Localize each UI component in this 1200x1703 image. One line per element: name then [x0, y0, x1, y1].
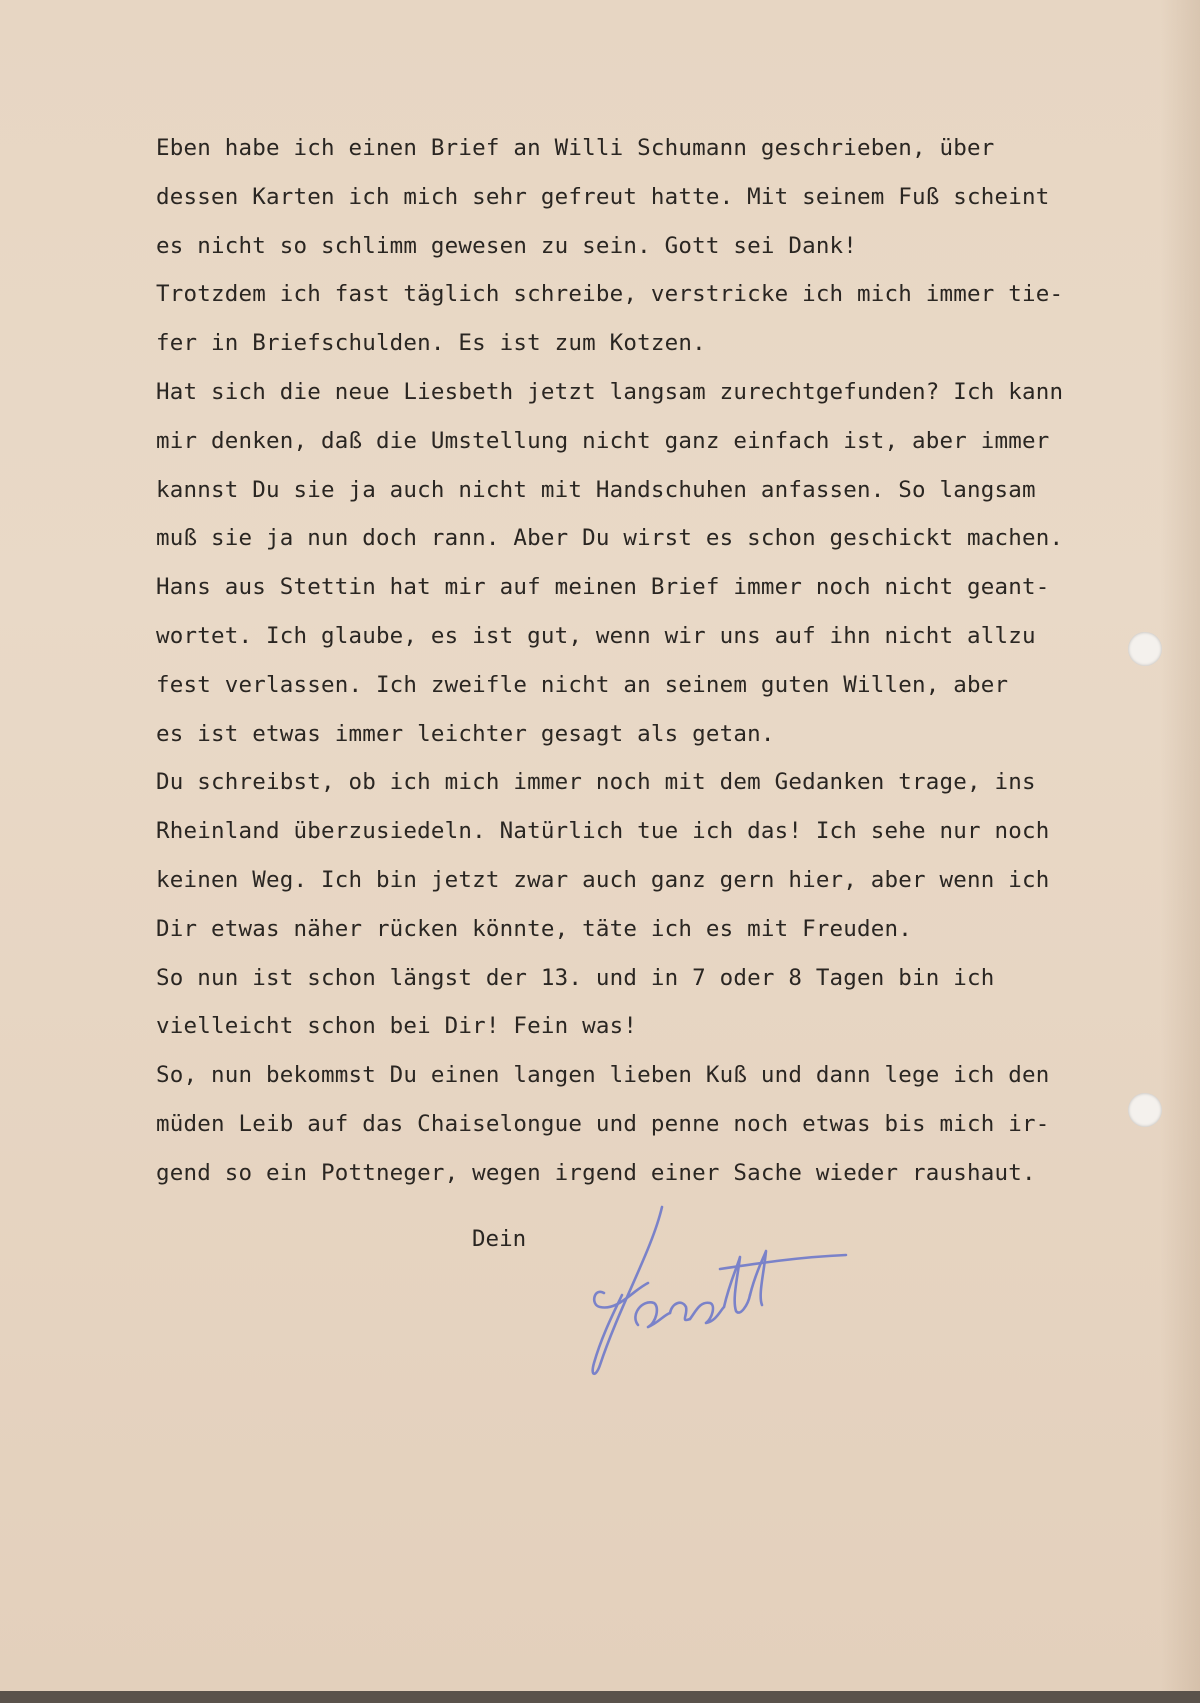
- letter-line: Du schreibst, ob ich mich immer noch mit dem Gedanken trage, ins: [156, 769, 1036, 796]
- letter-line: gend so ein Pottneger, wegen irgend einer Sache wieder raushaut.: [156, 1159, 1036, 1186]
- letter-line: vielleicht schon bei Dir! Fein was!: [156, 1013, 638, 1040]
- letter-body: [156, 124, 1156, 1198]
- scan-border: [0, 1691, 1200, 1703]
- letter-closing: Dein: [472, 1226, 527, 1252]
- letter-line: müden Leib auf das Chaiselongue und penne noch etwas bis mich ir-: [156, 1110, 1050, 1137]
- letter-line: fer in Briefschulden. Es ist zum Kotzen.: [156, 330, 706, 357]
- letter-line: Trotzdem ich fast täglich schreibe, verstricke ich mich immer tie-: [156, 281, 1064, 308]
- letter-line: Hat sich die neue Liesbeth jetzt langsam zurechtgefunden? Ich kann: [156, 378, 1064, 405]
- letter-line: Rheinland überzusiedeln. Natürlich tue ich das! Ich sehe nur noch: [156, 818, 1050, 845]
- letter-line: es nicht so schlimm gewesen zu sein. Gott sei Dank!: [156, 232, 858, 259]
- paper-edge-shadow: [1160, 0, 1200, 1703]
- letter-line: Eben habe ich einen Brief an Willi Schumann geschrieben, über: [156, 135, 995, 161]
- letter-line: Dir etwas näher rücken könnte, täte ich es mit Freuden.: [156, 915, 913, 942]
- letter-line: muß sie ja nun doch rann. Aber Du wirst es schon geschickt machen.: [156, 525, 1064, 552]
- letter-line: kannst Du sie ja auch nicht mit Handschuhen anfassen. So langsam: [156, 476, 1036, 503]
- letter-line: So nun ist schon längst der 13. und in 7 oder 8 Tagen bin ich: [156, 964, 995, 991]
- letter-line: Hans aus Stettin hat mir auf meinen Brief immer noch nicht geant-: [156, 574, 1050, 601]
- letter-line: es ist etwas immer leichter gesagt als getan.: [156, 720, 775, 747]
- handwritten-signature: [560, 1195, 860, 1385]
- letter-line: mir denken, daß die Umstellung nicht ganz einfach ist, aber immer: [156, 427, 1050, 454]
- letter-line: keinen Weg. Ich bin jetzt zwar auch ganz gern hier, aber wenn ich: [156, 866, 1050, 893]
- letter-line: wortet. Ich glaube, es ist gut, wenn wir uns auf ihn nicht allzu: [156, 622, 1036, 649]
- letter-line: dessen Karten ich mich sehr gefreut hatte. Mit seinem Fuß scheint: [156, 183, 1050, 210]
- letter-line: So, nun bekommst Du einen langen lieben Kuß und dann lege ich den: [156, 1062, 1050, 1089]
- letter-line: fest verlassen. Ich zweifle nicht an seinem guten Willen, aber: [156, 671, 1009, 698]
